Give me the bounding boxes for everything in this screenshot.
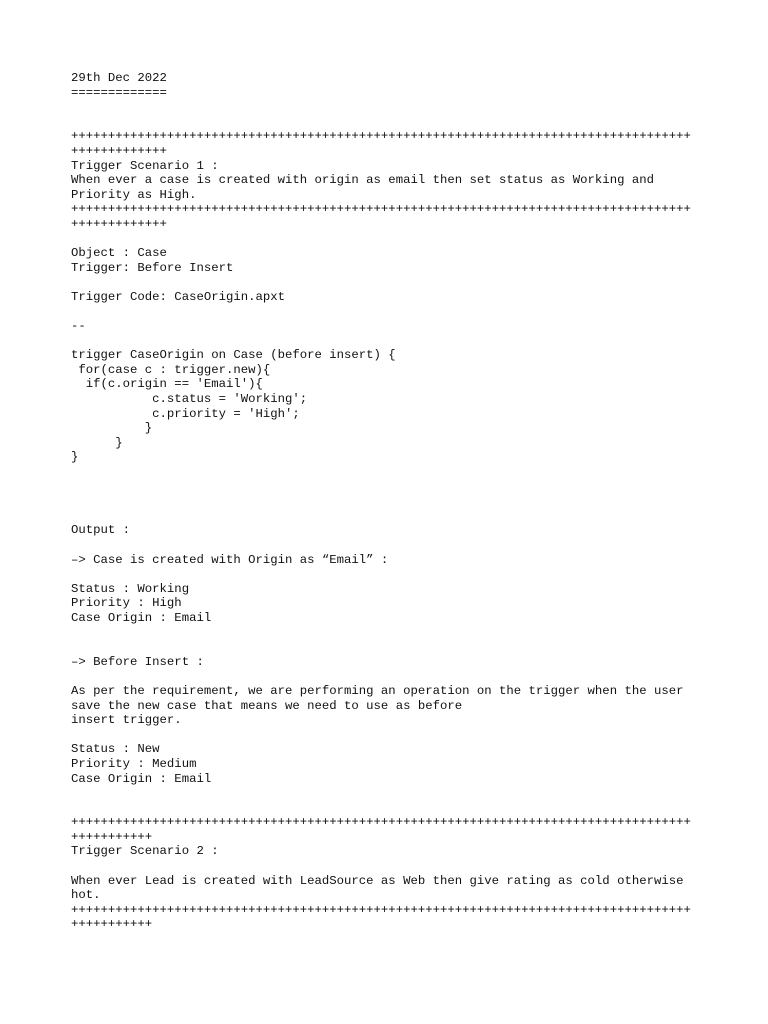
text-line: 29th Dec 2022 <box>71 71 167 85</box>
text-line: +++++++++++ <box>71 917 153 932</box>
text-line: Output : <box>71 523 131 538</box>
blank-line <box>71 305 711 320</box>
text-line: Trigger Scenario 1 : <box>71 158 219 173</box>
text-line: hot. <box>71 888 101 903</box>
text-line: –> Before Insert : <box>71 654 204 669</box>
blank-line <box>71 640 711 655</box>
text-line: –> Case is created with Origin as “Email” : <box>71 552 389 567</box>
blank-line <box>71 567 711 582</box>
blank-line <box>71 509 711 524</box>
text-line: c.status = 'Working'; <box>71 392 308 407</box>
document-page <box>71 71 711 932</box>
blank-line <box>71 115 711 130</box>
blank-line <box>71 786 711 801</box>
text-line: ++++++++++++++++++++++++++++++++++++++++++++++++++++++++++++++++++++++++++++++++++++ <box>71 815 691 830</box>
text-line: Case Origin : Email <box>71 610 212 625</box>
blank-line <box>71 801 711 816</box>
text-line: c.priority = 'High'; <box>71 406 300 421</box>
text-line: +++++++++++++ <box>71 216 167 231</box>
text-line: for(case c : trigger.new){ <box>71 362 271 377</box>
text-line: ============= <box>71 85 167 100</box>
blank-line <box>71 334 711 349</box>
text-line: Object : Case <box>71 246 167 261</box>
text-line: Case Origin : Email <box>71 771 212 786</box>
text-line: Status : New <box>71 742 160 757</box>
blank-line <box>71 275 711 290</box>
text-line: } <box>71 435 123 450</box>
text-line: Priority : High <box>71 596 182 611</box>
text-line: } <box>71 421 153 436</box>
text-line: save the new case that means we need to use as before <box>71 698 463 713</box>
text-line: ++++++++++++++++++++++++++++++++++++++++++++++++++++++++++++++++++++++++++++++++++++ <box>71 902 691 917</box>
text-line: As per the requirement, we are performing an operation on the trigger when the user <box>71 683 684 698</box>
text-line: Priority as High. <box>71 187 197 202</box>
text-line: if(c.origin == 'Email'){ <box>71 377 263 392</box>
text-line: ++++++++++++++++++++++++++++++++++++++++++++++++++++++++++++++++++++++++++++++++++++ <box>71 129 691 144</box>
blank-line <box>71 100 711 115</box>
text-line: +++++++++++ <box>71 829 153 844</box>
text-line: trigger CaseOrigin on Case (before insert) { <box>71 348 396 363</box>
text-line: Status : Working <box>71 581 190 596</box>
blank-line <box>71 494 711 509</box>
text-line: } <box>71 450 79 465</box>
text-line: Trigger Scenario 2 : <box>71 844 219 859</box>
blank-line <box>71 232 711 247</box>
text-line: -- <box>71 319 86 334</box>
text-line: insert trigger. <box>71 713 182 728</box>
text-line: ++++++++++++++++++++++++++++++++++++++++++++++++++++++++++++++++++++++++++++++++++++ <box>71 202 691 217</box>
text-line: When ever a case is created with origin as email then set status as Working and <box>71 173 654 188</box>
text-line: Trigger: Before Insert <box>71 260 234 275</box>
text-line: Priority : Medium <box>71 756 197 771</box>
blank-line <box>71 465 711 480</box>
text-line: When ever Lead is created with LeadSource as Web then give rating as cold otherwise <box>71 873 684 888</box>
blank-line <box>71 669 711 684</box>
blank-line <box>71 538 711 553</box>
blank-line <box>71 859 711 874</box>
blank-line <box>71 626 711 641</box>
blank-line <box>71 728 711 743</box>
blank-line <box>71 480 711 495</box>
text-line: +++++++++++++ <box>71 143 167 158</box>
text-line: Trigger Code: CaseOrigin.apxt <box>71 289 286 304</box>
